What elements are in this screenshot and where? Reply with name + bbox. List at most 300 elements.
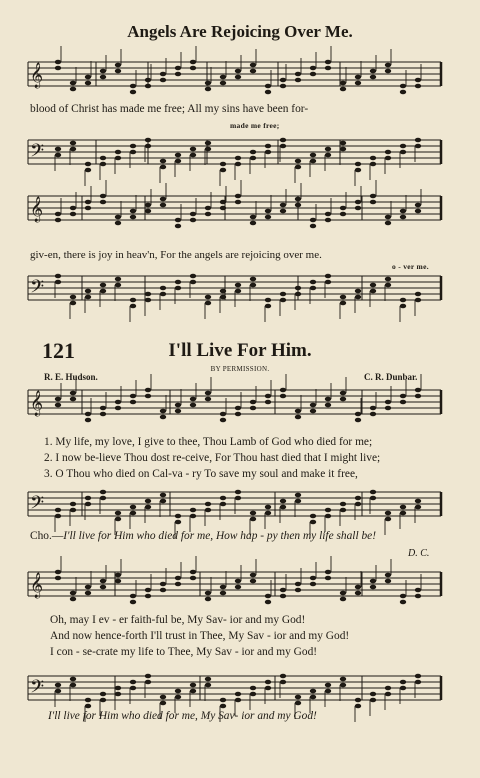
notehead [220, 295, 226, 300]
notehead [355, 81, 361, 86]
notehead [205, 141, 211, 146]
notehead [250, 156, 256, 161]
composer-credit: R. E. Hudson. [44, 372, 98, 382]
notehead [400, 84, 406, 89]
hymn-a-lyric-line2: giv-en, there is joy in heav'n, For the angels are rejoicing over me. [30, 249, 322, 261]
notehead [55, 274, 61, 279]
notehead [70, 87, 76, 92]
notehead [160, 493, 166, 498]
notehead [145, 505, 151, 510]
notehead [205, 212, 211, 217]
notehead [145, 674, 151, 679]
notehead [100, 289, 106, 294]
notehead [145, 298, 151, 303]
notehead [130, 84, 136, 89]
notehead [190, 147, 196, 152]
notehead [265, 600, 271, 605]
notehead [175, 280, 181, 285]
notehead [235, 692, 241, 697]
dc-marking: D. C. [408, 548, 430, 559]
notehead [85, 75, 91, 80]
hymn-number: 121 [42, 338, 75, 363]
notehead [100, 75, 106, 80]
notehead [205, 87, 211, 92]
notehead [355, 168, 361, 173]
notehead [325, 212, 331, 217]
notehead [130, 505, 136, 510]
notehead [340, 81, 346, 86]
notehead [415, 388, 421, 393]
notehead [220, 496, 226, 501]
notehead [190, 397, 196, 402]
notehead [100, 156, 106, 161]
notehead [400, 144, 406, 149]
notehead [235, 496, 241, 501]
notehead [370, 283, 376, 288]
notehead [295, 695, 301, 700]
notehead [265, 84, 271, 89]
notehead [130, 215, 136, 220]
notehead [400, 400, 406, 405]
notehead [310, 66, 316, 71]
notehead [370, 490, 376, 495]
notehead [370, 692, 376, 697]
notehead [280, 594, 286, 599]
notehead [100, 496, 106, 501]
notehead [70, 508, 76, 513]
notehead [205, 147, 211, 152]
notehead [355, 418, 361, 423]
notehead [355, 496, 361, 501]
notehead [190, 153, 196, 158]
notehead [400, 600, 406, 605]
notehead [355, 162, 361, 167]
notehead [115, 150, 121, 155]
notehead [385, 150, 391, 155]
notehead [280, 138, 286, 143]
notehead [235, 200, 241, 205]
notehead [400, 90, 406, 95]
notehead [130, 304, 136, 309]
notehead [340, 508, 346, 513]
verse-2-line-a: 2. I now be-lieve Thou dost re-ceive, For Thou hast died that I might live; [44, 452, 381, 464]
notehead [70, 147, 76, 152]
notehead [325, 153, 331, 158]
notehead [385, 406, 391, 411]
notehead [250, 277, 256, 282]
notehead [205, 397, 211, 402]
notehead [130, 680, 136, 685]
notehead [295, 159, 301, 164]
clef-icon: 𝄞 [30, 63, 44, 88]
notehead [100, 698, 106, 703]
notehead [55, 212, 61, 217]
notehead [145, 499, 151, 504]
notehead [100, 162, 106, 167]
notehead [160, 72, 166, 77]
notehead [265, 686, 271, 691]
notehead [265, 680, 271, 685]
notehead [70, 391, 76, 396]
notehead [250, 406, 256, 411]
notehead [55, 576, 61, 581]
notehead [235, 579, 241, 584]
notehead [400, 594, 406, 599]
notehead [310, 582, 316, 587]
notehead [325, 66, 331, 71]
notehead [250, 579, 256, 584]
notehead [235, 69, 241, 74]
notehead [370, 496, 376, 501]
notehead [100, 692, 106, 697]
notehead [235, 156, 241, 161]
notehead [160, 197, 166, 202]
notehead [265, 298, 271, 303]
notehead [355, 698, 361, 703]
notehead [280, 388, 286, 393]
notehead [160, 203, 166, 208]
notehead [265, 150, 271, 155]
notehead [70, 301, 76, 306]
notehead [85, 168, 91, 173]
notehead [100, 585, 106, 590]
notehead [175, 576, 181, 581]
notehead [130, 394, 136, 399]
notehead [85, 418, 91, 423]
notehead [250, 283, 256, 288]
notehead [310, 218, 316, 223]
notehead [175, 695, 181, 700]
notehead [235, 194, 241, 199]
notehead [340, 301, 346, 306]
verse-1-line-a: 1. My life, my love, I give to thee, Thou Lamb of God who died for me; [44, 436, 373, 448]
notehead [325, 570, 331, 575]
notehead [385, 400, 391, 405]
notehead [385, 283, 391, 288]
notehead [370, 579, 376, 584]
notehead [325, 508, 331, 513]
notehead [340, 87, 346, 92]
notehead [235, 283, 241, 288]
notehead [265, 511, 271, 516]
notehead [295, 701, 301, 706]
notehead [310, 280, 316, 285]
notehead [370, 289, 376, 294]
notehead [415, 505, 421, 510]
notehead [265, 394, 271, 399]
notehead [340, 591, 346, 596]
notehead [145, 680, 151, 685]
notehead [130, 594, 136, 599]
notehead [415, 298, 421, 303]
notehead [265, 209, 271, 214]
notehead [400, 680, 406, 685]
notehead [370, 412, 376, 417]
notehead [280, 298, 286, 303]
notehead [235, 490, 241, 495]
notehead [145, 203, 151, 208]
notehead [250, 517, 256, 522]
notehead [325, 576, 331, 581]
notehead [415, 144, 421, 149]
notehead [370, 200, 376, 205]
notehead [295, 78, 301, 83]
notehead [85, 295, 91, 300]
notehead [280, 84, 286, 89]
notehead [85, 585, 91, 590]
notehead [145, 84, 151, 89]
verse-3-line-b: I con - se-crate my life to Thee, My Sav - ior and my God! [50, 646, 318, 658]
notehead [115, 215, 121, 220]
notehead [250, 150, 256, 155]
notehead [85, 206, 91, 211]
notehead [340, 391, 346, 396]
notehead [100, 200, 106, 205]
notehead [160, 701, 166, 706]
notehead [220, 206, 226, 211]
notehead [355, 585, 361, 590]
notehead [340, 147, 346, 152]
notehead [205, 677, 211, 682]
notehead [130, 150, 136, 155]
notehead [205, 391, 211, 396]
notehead [340, 597, 346, 602]
notehead [400, 686, 406, 691]
verse-3-line-a: 3. O Thou who died on Cal-va - ry To save my soul and make it free, [44, 468, 358, 480]
notehead [70, 502, 76, 507]
notehead [205, 597, 211, 602]
notehead [175, 72, 181, 77]
notehead [115, 573, 121, 578]
notehead [160, 588, 166, 593]
notehead [310, 409, 316, 414]
notehead [190, 683, 196, 688]
notehead [415, 499, 421, 504]
notehead [70, 591, 76, 596]
notehead [295, 415, 301, 420]
notehead [280, 209, 286, 214]
notehead [295, 588, 301, 593]
notehead [355, 75, 361, 80]
notehead [310, 576, 316, 581]
notehead [55, 570, 61, 575]
notehead [70, 212, 76, 217]
notehead [265, 505, 271, 510]
notehead [70, 683, 76, 688]
notehead [175, 218, 181, 223]
hymn-a-aside: made me free; [230, 121, 280, 130]
notehead [355, 206, 361, 211]
notehead [355, 502, 361, 507]
notehead [250, 692, 256, 697]
notehead [385, 63, 391, 68]
notehead [160, 409, 166, 414]
notehead [115, 63, 121, 68]
notehead [160, 582, 166, 587]
notehead [55, 397, 61, 402]
notehead [340, 295, 346, 300]
notehead [115, 686, 121, 691]
notehead [385, 156, 391, 161]
notehead [325, 280, 331, 285]
notehead [415, 674, 421, 679]
notehead [175, 153, 181, 158]
verse-2-line-b: And now hence-forth I'll trust in Thee, My Sav - ior and my God! [50, 630, 350, 642]
notehead [340, 141, 346, 146]
notehead [115, 511, 121, 516]
notehead [325, 514, 331, 519]
notehead [295, 197, 301, 202]
notehead [55, 508, 61, 513]
notehead [70, 141, 76, 146]
notehead [55, 514, 61, 519]
notehead [190, 60, 196, 65]
notehead [190, 274, 196, 279]
notehead [145, 144, 151, 149]
notehead [295, 203, 301, 208]
notehead [205, 508, 211, 513]
notehead [355, 295, 361, 300]
clef-icon: 𝄞 [30, 197, 44, 222]
notehead [190, 66, 196, 71]
notehead [295, 286, 301, 291]
notehead [145, 292, 151, 297]
notehead [70, 81, 76, 86]
hymn-a-title: Angels Are Rejoicing Over Me. [127, 22, 353, 41]
notehead [115, 406, 121, 411]
notehead [235, 412, 241, 417]
notehead [310, 286, 316, 291]
hymn-b-title: I'll Live For Him. [168, 340, 312, 361]
notehead [220, 585, 226, 590]
verse-1-line-b: Oh, may I ev - er faith-ful be, My Sav- ior and my God! [50, 614, 306, 626]
notehead [325, 689, 331, 694]
notehead [310, 514, 316, 519]
notehead [85, 496, 91, 501]
notehead [265, 215, 271, 220]
chorus-line-a [30, 530, 376, 542]
notehead [385, 686, 391, 691]
notehead [280, 499, 286, 504]
notehead [130, 298, 136, 303]
notehead [415, 203, 421, 208]
notehead [100, 579, 106, 584]
notehead [160, 292, 166, 297]
notehead [355, 412, 361, 417]
notehead [235, 406, 241, 411]
notehead [385, 221, 391, 226]
notehead [220, 289, 226, 294]
notehead [190, 508, 196, 513]
notehead [370, 75, 376, 80]
notehead [130, 144, 136, 149]
notehead [370, 162, 376, 167]
notehead [280, 394, 286, 399]
notehead [310, 695, 316, 700]
notehead [160, 415, 166, 420]
notehead [85, 289, 91, 294]
notehead [295, 582, 301, 587]
notehead [415, 209, 421, 214]
notehead [220, 698, 226, 703]
notehead [145, 138, 151, 143]
chorus-line-b: I'll live for Him who died for me, My Sav- ior and my God! [48, 710, 317, 722]
notehead [85, 591, 91, 596]
notehead [220, 200, 226, 205]
notehead [220, 704, 226, 709]
notehead [325, 403, 331, 408]
notehead [250, 63, 256, 68]
notehead [175, 66, 181, 71]
notehead [175, 403, 181, 408]
clef-icon: 𝄢 [30, 277, 45, 302]
notehead [310, 159, 316, 164]
notehead [130, 600, 136, 605]
notehead [190, 212, 196, 217]
notehead [220, 591, 226, 596]
notehead [160, 499, 166, 504]
notehead [385, 573, 391, 578]
notehead [280, 78, 286, 83]
clef-icon: 𝄢 [30, 493, 45, 518]
notehead [385, 69, 391, 74]
notehead [115, 277, 121, 282]
notehead [205, 206, 211, 211]
notehead [280, 144, 286, 149]
notehead [385, 277, 391, 282]
notehead [370, 585, 376, 590]
notehead [325, 274, 331, 279]
notehead [145, 388, 151, 393]
notehead [310, 403, 316, 408]
notehead [130, 686, 136, 691]
notehead [130, 400, 136, 405]
notehead [220, 162, 226, 167]
notehead [295, 72, 301, 77]
notehead [265, 90, 271, 95]
notehead [205, 591, 211, 596]
notehead [310, 224, 316, 229]
notehead [190, 280, 196, 285]
notehead [415, 138, 421, 143]
notehead [235, 162, 241, 167]
notehead [85, 704, 91, 709]
author-credit: C. R. Dunbar. [364, 372, 418, 382]
notehead [295, 292, 301, 297]
notehead [355, 200, 361, 205]
notehead [100, 406, 106, 411]
notehead [220, 75, 226, 80]
notehead [415, 588, 421, 593]
notehead [175, 520, 181, 525]
notehead [280, 588, 286, 593]
notehead [250, 686, 256, 691]
notehead [100, 194, 106, 199]
clef-icon: 𝄢 [30, 677, 45, 702]
notehead [400, 505, 406, 510]
notehead [55, 147, 61, 152]
notehead [55, 153, 61, 158]
notehead [325, 218, 331, 223]
notehead [160, 695, 166, 700]
notehead [85, 698, 91, 703]
notehead [115, 156, 121, 161]
notehead [280, 203, 286, 208]
chorus-label: Cho.— [30, 530, 64, 542]
notehead [415, 84, 421, 89]
notehead [55, 683, 61, 688]
notehead [190, 514, 196, 519]
